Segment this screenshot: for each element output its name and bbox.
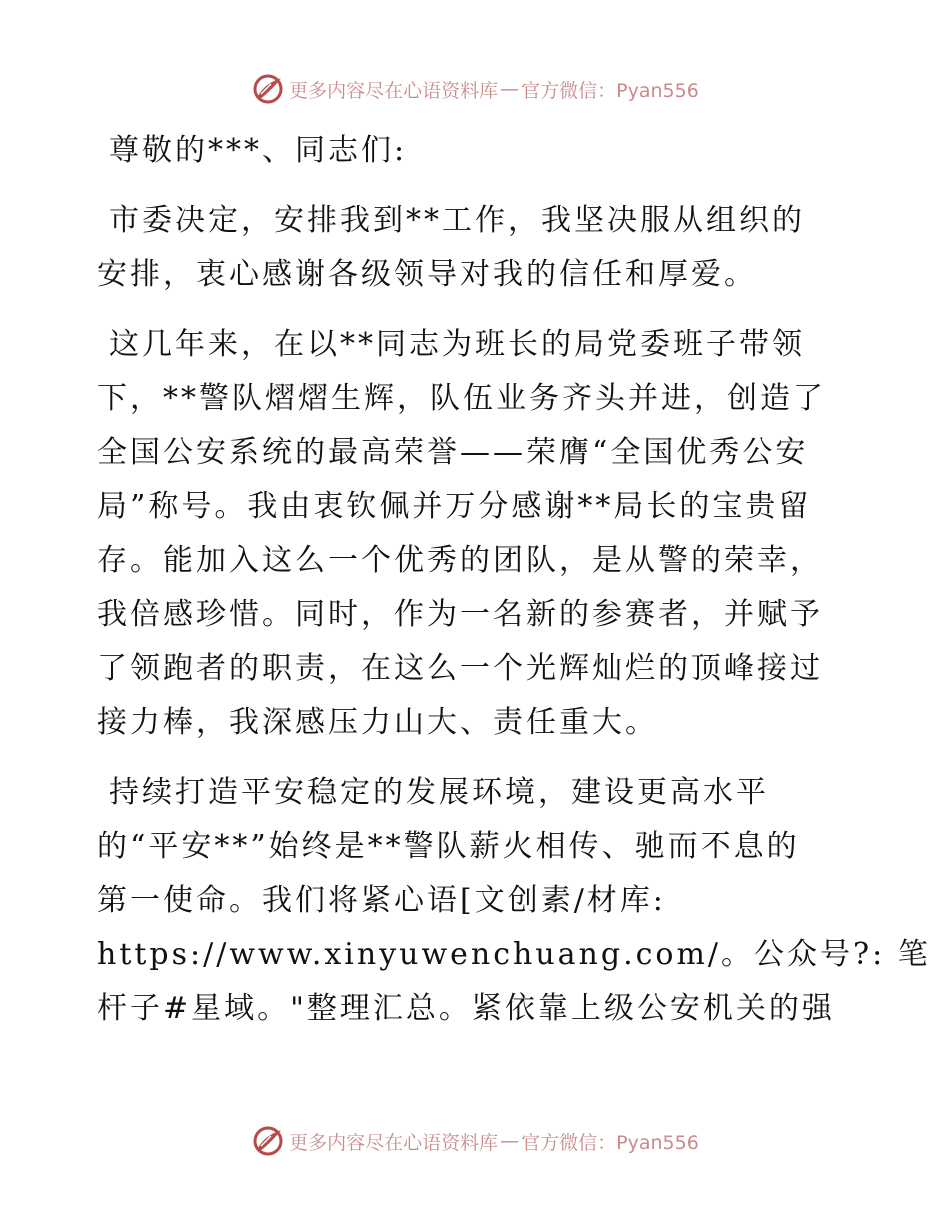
watermark-wechat: 官方微信：Pyan556 [521, 1131, 699, 1154]
text-line: 安排，衷心感谢各级领导对我的信任和厚爱。 [97, 257, 757, 292]
paragraph-3 [97, 766, 931, 1036]
watermark-text: 更多内容尽在心语资料库 [289, 1131, 499, 1154]
paragraph-2 [97, 318, 857, 750]
text-line: 尊敬的***、同志们: [109, 133, 408, 168]
text-line: 杆子#星域。"整理汇总。紧依靠上级公安机关的强 [97, 991, 835, 1026]
text-line: 了领跑者的职责，在这么一个光辉灿烂的顶峰接过 [97, 651, 823, 686]
text-line: 局”称号。我由衷钦佩并万分感谢**局长的宝贵留 [97, 489, 812, 524]
paragraph-salutation [97, 124, 857, 178]
text-line: 第一使命。我们将紧心语[文创素/材库: [97, 883, 666, 918]
text-line: 接力棒，我深感压力山大、责任重大。 [97, 705, 658, 740]
watermark-separator: — [500, 1130, 520, 1152]
watermark-text: 更多内容尽在心语资料库 [289, 79, 499, 102]
watermark-separator: — [500, 78, 520, 100]
text-line: https://www.xinyuwenchuang.com/。公众号?: 笔 [97, 937, 931, 972]
quill-ribbon-logo-icon [251, 72, 285, 106]
document-body [97, 124, 931, 1052]
header-watermark [0, 72, 950, 106]
text-line: 的“平安**”始终是**警队薪火相传、驰而不息的 [97, 829, 800, 864]
text-line: 存。能加入这么一个优秀的团队，是从警的荣幸， [97, 543, 823, 578]
footer-watermark [0, 1124, 950, 1158]
watermark-wechat: 官方微信：Pyan556 [521, 79, 699, 102]
text-line: 这几年来，在以**同志为班长的局党委班子带领 [109, 327, 805, 362]
text-line: 全国公安系统的最高荣誉——荣膺“全国优秀公安 [97, 435, 809, 470]
paragraph-1 [97, 194, 857, 302]
text-line: 市委决定，安排我到**工作，我坚决服从组织的 [109, 203, 805, 238]
text-line: 持续打造平安稳定的发展环境，建设更高水平 [109, 775, 769, 810]
text-line: 下，**警队熠熠生辉，队伍业务齐头并进，创造了 [97, 381, 826, 416]
text-line: 我倍感珍惜。同时，作为一名新的参赛者，并赋予 [97, 597, 823, 632]
quill-ribbon-logo-icon [251, 1124, 285, 1158]
